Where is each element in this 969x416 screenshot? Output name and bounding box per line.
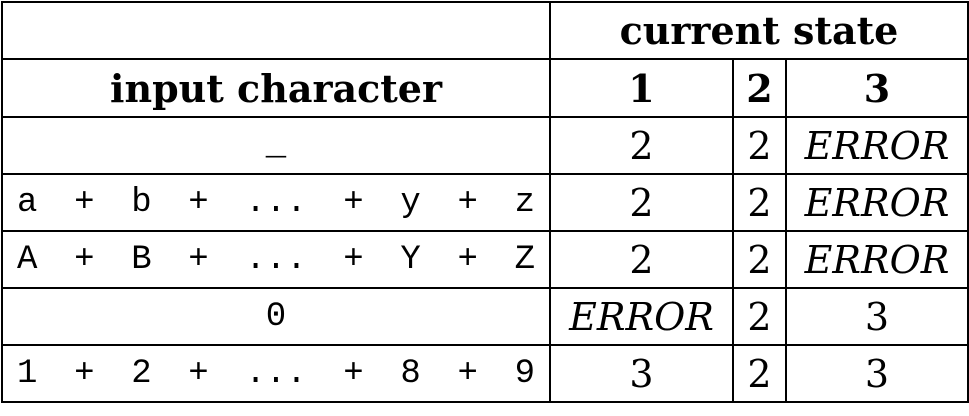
table-row (2, 174, 968, 231)
state-1-header: 1 (550, 59, 733, 117)
state-3-cell: ERROR (786, 231, 968, 288)
state-3-cell: ERROR (786, 117, 968, 174)
input-cell: _ (2, 117, 550, 174)
table-row (2, 117, 968, 174)
state-transition-table (1, 1, 969, 403)
input-character-header: input character (2, 59, 550, 117)
state-1-cell: 3 (550, 345, 733, 402)
input-cell: 0 (2, 288, 550, 345)
input-cell: 1 + 2 + ... + 8 + 9 (2, 345, 550, 402)
header-row-group (2, 2, 968, 59)
state-2-header: 2 (733, 59, 786, 117)
state-1-cell: ERROR (550, 288, 733, 345)
state-1-cell: 2 (550, 174, 733, 231)
table-row (2, 288, 968, 345)
state-2-cell: 2 (733, 288, 786, 345)
input-cell: A + B + ... + Y + Z (2, 231, 550, 288)
state-2-cell: 2 (733, 117, 786, 174)
state-2-cell: 2 (733, 231, 786, 288)
table-row (2, 231, 968, 288)
state-3-cell: 3 (786, 345, 968, 402)
state-1-cell: 2 (550, 117, 733, 174)
state-1-cell: 2 (550, 231, 733, 288)
table-row (2, 345, 968, 402)
header-row-states (2, 59, 968, 117)
current-state-header: current state (550, 2, 968, 59)
state-3-header: 3 (786, 59, 968, 117)
state-3-cell: 3 (786, 288, 968, 345)
state-2-cell: 2 (733, 345, 786, 402)
state-2-cell: 2 (733, 174, 786, 231)
state-3-cell: ERROR (786, 174, 968, 231)
header-blank-cell (2, 2, 550, 59)
input-cell: a + b + ... + y + z (2, 174, 550, 231)
